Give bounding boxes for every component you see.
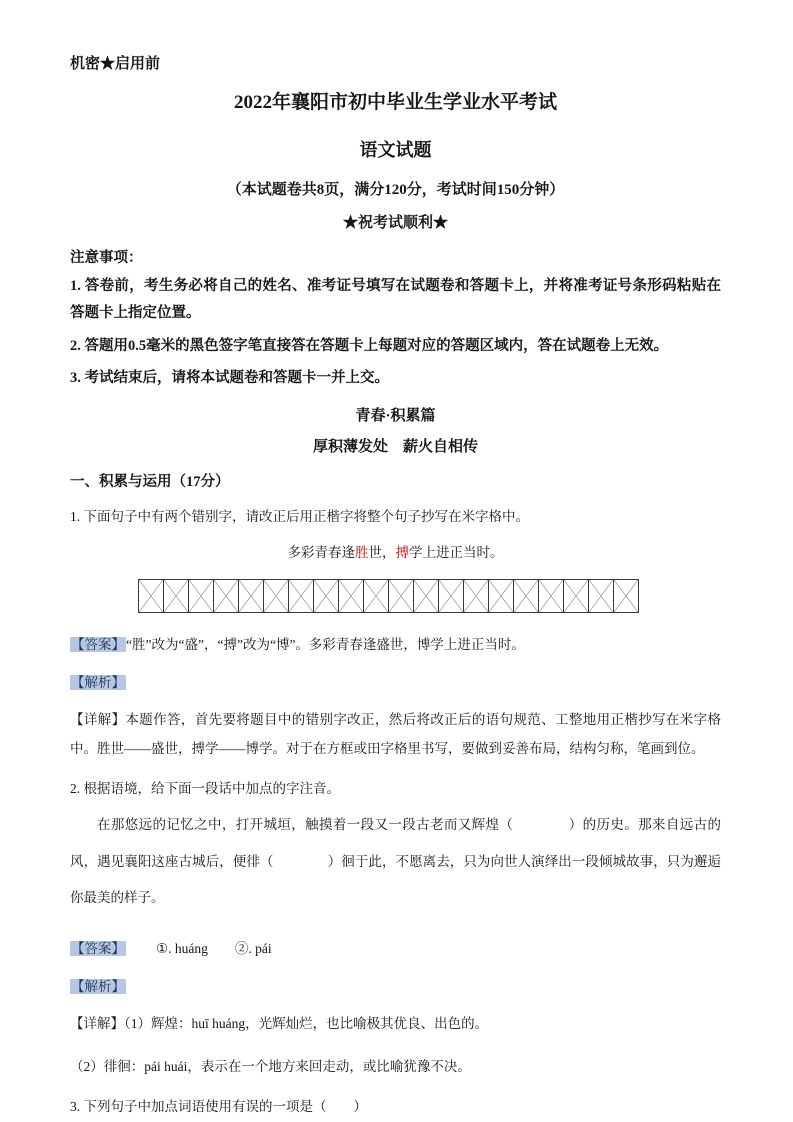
mizige-cell — [513, 579, 539, 613]
analysis-label: 【解析】 — [71, 675, 125, 691]
mizige-cell — [263, 579, 289, 613]
mizige-cell — [413, 579, 439, 613]
classification-mark: 机密★启用前 — [70, 56, 161, 72]
question-2-detail-2: （2）徘徊：pái huái，表示在一个地方来回走动，或比喻犹豫不决。 — [70, 1058, 471, 1074]
mizige-cell — [538, 579, 564, 613]
answer-label: 【答案】 — [71, 940, 125, 956]
mizige-cell — [238, 579, 264, 613]
analysis-label: 【解析】 — [71, 978, 125, 994]
note-item-1: 1. 答卷前，考生务必将自己的姓名、准考证号填写在试题卷和答题卡上，并将准考证号条形码粘贴在答题卡上指定位置。 — [70, 278, 721, 321]
mizige-cell — [438, 579, 464, 613]
answer-text: ①. huáng ②. pái — [156, 940, 272, 956]
mizige-cell — [163, 579, 189, 613]
answer-text: “胜”改为“盛”，“搏”改为“博”。多彩青春逢盛世，博学上进正当时。 — [126, 637, 525, 653]
question-1-sentence — [70, 541, 721, 561]
note-item-2: 2. 答题用0.5毫米的黑色签字笔直接答在答题卡上每题对应的答题区域内，答在试题卷上无效。 — [70, 337, 669, 354]
section-theme-1: 青春·积累篇 — [355, 408, 436, 425]
question-2-stem: 2. 根据语境，给下面一段话中加点的字注音。 — [70, 781, 340, 797]
question-3-stem: 3. 下列句子中加点词语使用有误的一项是（ ） — [70, 1098, 367, 1114]
question-2-detail-1: 【详解】（1）辉煌：huī huáng，光辉灿烂，也比喻极其优良、出色的。 — [70, 1015, 489, 1031]
mizige-cell — [188, 579, 214, 613]
part-heading: 一、积累与运用（17分） — [70, 474, 230, 491]
mizige-cell — [388, 579, 414, 613]
answer-label: 【答案】 — [71, 637, 125, 653]
mizige-cell — [213, 579, 239, 613]
mizige-cell — [463, 579, 489, 613]
question-1-stem: 1. 下面句子中有两个错别字，请改正后用正楷字将整个句子抄写在米字格中。 — [70, 509, 529, 525]
sentence-mid: 世， — [368, 545, 396, 561]
question-2-passage: 在那悠远的记忆之中，打开城垣，触摸着一段又一段古老而又辉煌（ ）的历史。那来自远古的风，遇见襄阳这座古城后，便徘（ ）徊于此，不愿离去，只为向世人演绎出一段倾城故事，只为邂逅你最美的样子。 — [70, 817, 721, 906]
sentence-wrong-char-1: 胜 — [355, 545, 369, 561]
mizige-cell — [613, 579, 639, 613]
sentence-wrong-char-2: 搏 — [395, 545, 409, 561]
exam-meta: （本试题卷共8页，满分120分，考试时间150分钟） — [226, 182, 565, 198]
notes-heading: 注意事项： — [70, 250, 143, 266]
question-1-analysis-label — [70, 671, 721, 691]
exam-title: 2022年襄阳市初中毕业生学业水平考试 — [233, 92, 557, 113]
mizige-cell — [488, 579, 514, 613]
mizige-cell — [563, 579, 589, 613]
section-theme-2: 厚积薄发处 薪火自相传 — [312, 439, 478, 456]
question-1-answer — [70, 633, 721, 653]
question-2-answer — [70, 937, 721, 957]
question-2-analysis-label — [70, 975, 721, 995]
sentence-pre: 多彩青春逢 — [287, 545, 355, 561]
mizige-cell — [363, 579, 389, 613]
question-1-detail: 【详解】本题作答，首先要将题目中的错别字改正，然后将改正后的语句规范、工整地用正楷抄写在米字格中。胜世——盛世，搏学——博学。对于在方框或田字格里书写，要做到妥善布局，结构匀称，笔画到位。 — [70, 712, 721, 757]
mizige-cell — [338, 579, 364, 613]
exam-subject: 语文试题 — [359, 140, 432, 160]
mizige-cell — [138, 579, 164, 613]
sentence-post: 学上进正当时。 — [409, 545, 504, 561]
note-item-3: 3. 考试结束后，请将本试题卷和答题卡一并上交。 — [70, 370, 389, 387]
mizige-grid — [138, 579, 639, 613]
mizige-cell — [313, 579, 339, 613]
mizige-cell — [588, 579, 614, 613]
mizige-cell — [288, 579, 314, 613]
exam-wish: ★祝考试顺利★ — [342, 215, 448, 231]
